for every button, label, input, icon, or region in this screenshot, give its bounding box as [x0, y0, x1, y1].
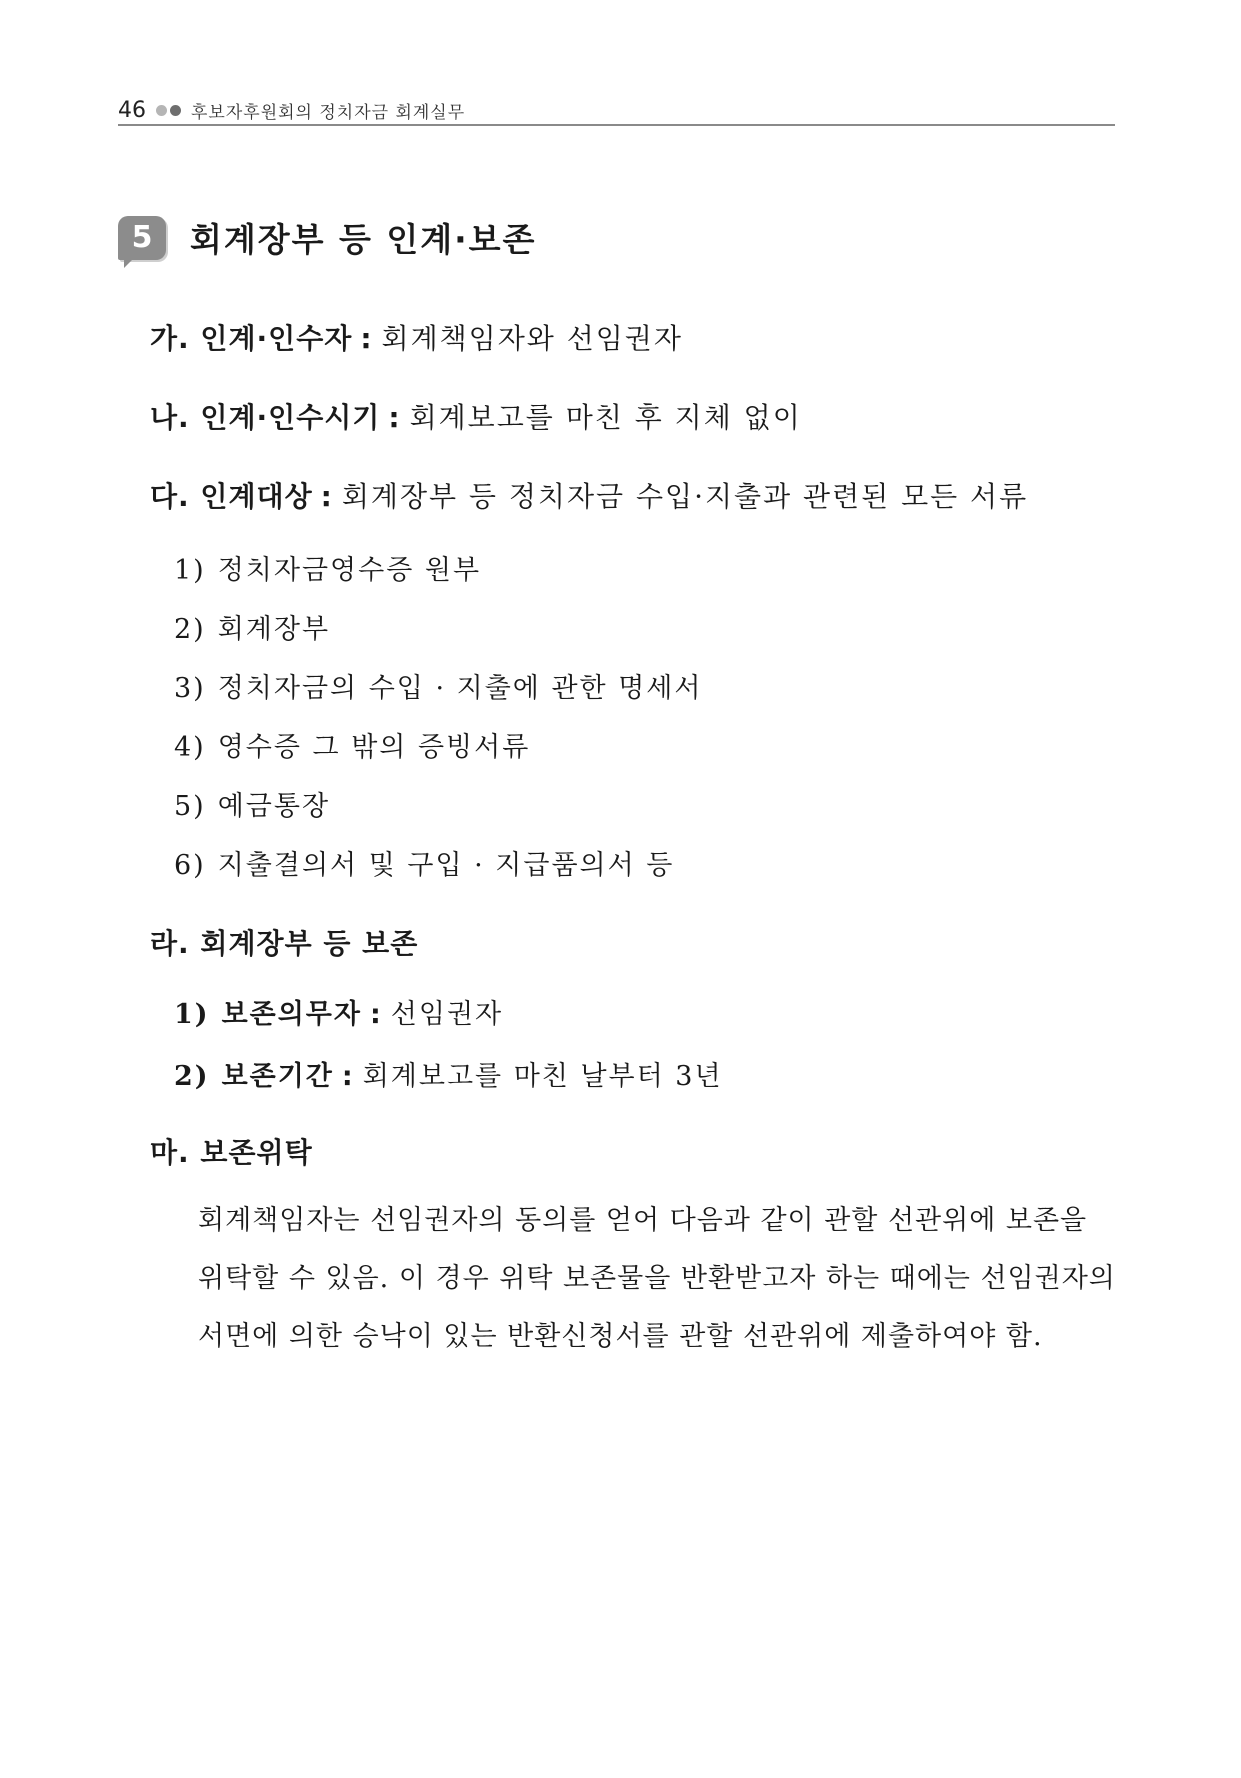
item-da-value: 회계장부 등 정치자금 수입·지출과 관련된 모든 서류 — [341, 480, 1029, 513]
list-item: 5) 예금통장 — [174, 791, 331, 822]
section-heading — [118, 214, 536, 261]
item-na-label: 나. 인계·인수시기 — [150, 401, 381, 434]
running-header — [118, 96, 1115, 126]
item-ra-label: 라. 회계장부 등 보존 — [150, 927, 419, 960]
item-ga-label: 가. 인계·인수자 — [150, 322, 353, 355]
item-ma-paragraph: 회계책임자는 선임권자의 동의를 얻어 다음과 같이 관할 선관위에 보존을 위탁할 수 있음. 이 경우 위탁 보존물을 반환받고자 하는 때에는 선임권자의 서면에 의한 승낙이 있는 반환신청서를 관할 선관위에 제출하여야 함. — [198, 1205, 1116, 1352]
list-item: 2) 보존기간 : 회계보고를 마친 날부터 3년 — [174, 1061, 723, 1092]
section-title: 회계장부 등 인계·보존 — [190, 220, 537, 259]
list-item: 2) 회계장부 — [174, 614, 331, 645]
item-da-label: 다. 인계대상 — [150, 480, 313, 513]
item-ma-label: 마. 보존위탁 — [150, 1136, 313, 1169]
list-item: 1) 보존의무자 : 선임권자 — [174, 999, 504, 1030]
item-ra — [150, 922, 418, 962]
item-da — [150, 475, 1028, 515]
list-item: 6) 지출결의서 및 구입 · 지급품의서 등 — [174, 850, 675, 881]
section-number-badge — [118, 216, 166, 260]
item-ga — [150, 317, 683, 357]
item-na — [150, 396, 802, 436]
item-ma — [150, 1131, 313, 1171]
list-item: 1) 정치자금영수증 원부 — [174, 555, 482, 586]
header-title: 후보자후원회의 정치자금 회계실무 — [191, 102, 466, 123]
item-ga-value: 회계책임자와 선임권자 — [381, 322, 683, 355]
item-na-value: 회계보고를 마친 후 지체 없이 — [409, 401, 802, 434]
list-item: 4) 영수증 그 밖의 증빙서류 — [174, 732, 531, 763]
item-da-separator: : — [320, 480, 334, 513]
page-number: 46 — [118, 97, 146, 123]
header-dots-icon — [156, 105, 181, 116]
section-number: 5 — [131, 220, 153, 255]
item-na-separator: : — [388, 401, 402, 434]
item-ga-separator: : — [360, 322, 374, 355]
list-item: 3) 정치자금의 수입 · 지출에 관한 명세서 — [174, 673, 703, 704]
